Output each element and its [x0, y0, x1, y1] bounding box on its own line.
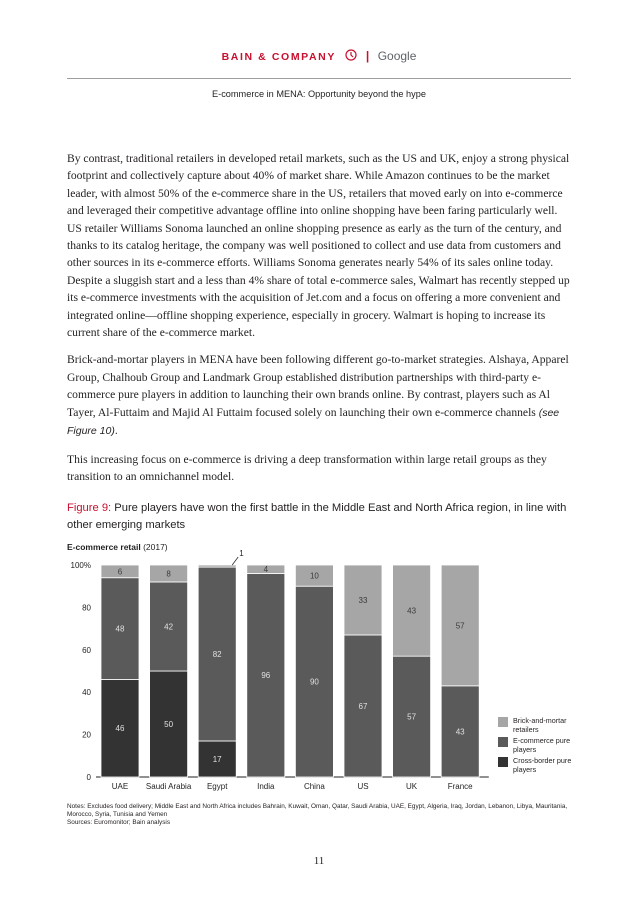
paragraph-3: This increasing focus on e-commerce is driving a deep transformation within large retail groups as they transition to an omnichannel model. [67, 452, 547, 483]
stacked-bar-chart [60, 549, 580, 791]
legend-swatch [498, 717, 508, 727]
page-number: 11 [313, 855, 325, 867]
data-label: 90 [309, 677, 319, 687]
bar-segment [198, 565, 236, 567]
sources-text: Sources: Euromonitor; Bain analysis [67, 819, 171, 827]
data-label: 17 [212, 754, 222, 764]
data-label: 43 [455, 727, 465, 737]
data-label: 57 [455, 621, 465, 631]
data-label: 33 [358, 595, 368, 605]
figure-reference: (see Figure 10) [67, 406, 560, 438]
chart-notes [67, 803, 572, 828]
y-tick-label: 60 [82, 645, 91, 655]
data-label: 6 [117, 567, 123, 577]
header-rule [67, 78, 571, 79]
x-tick-label: France [447, 782, 473, 791]
x-tick-label: Saudi Arabia [145, 782, 192, 791]
data-label: 46 [115, 724, 125, 734]
data-label: 8 [166, 569, 171, 579]
legend-label: Cross-border pure players [513, 756, 572, 774]
legend-label: E-commerce pure players [513, 736, 571, 754]
x-tick-label: India [257, 782, 275, 791]
data-label: 96 [261, 671, 271, 681]
data-label: 82 [212, 650, 222, 660]
data-label: 1 [239, 549, 244, 558]
x-tick-label: UK [406, 782, 418, 791]
data-label: 57 [407, 712, 417, 722]
y-tick-label: 100% [70, 561, 91, 570]
bain-emblem-icon [345, 49, 357, 61]
document-title: E-commerce in MENA: Opportunity beyond the hype [212, 89, 426, 99]
x-tick-label: China [303, 782, 325, 791]
body-text [67, 150, 572, 495]
paragraph-1: By contrast, traditional retailers in developed retail markets, such as the US and UK, enjoy a strong physical footprint and collectively capture about 40% of market share. While Amazon continues to be the market leader, with almost 50% of the e-commerce share in the US, retailers that moved early on into e-commerce and leveraged their competitive advantage offline into online shopping have been faring particularly well. US retailer Williams Sonoma launched an online shopping presence as early as the turn of the century, and thanks to its catalog heritage, the company was well positioned to collect and use data from customers and other sources in its e-commerce efforts. Williams Sonoma generates nearly 54% of its sales online today. Despite a sluggish start and a less than 4% share of total e-commerce sales, Walmart has recently stepped up its e-commerce investments with the acquisition of Jet.com and a focus on offering a more convenient and integrated online—offline shopping experience, especially in grocery. Walmart is hoping to increase its current share of the e-commerce market. [67, 152, 570, 340]
paragraph-2: Brick-and-mortar players in MENA have been following different go-to-market strategies. Alshaya, Apparel Group, Chalhoub Group and Landmark Group established distribution partnerships with third-party e-commerce pure players in addition to launching their own brands online. By contrast, players such as Al Tayer, Al-Futtaim and Majid Al Futtaim focused solely on launching their own e-commerce channels (see Figure 10). [67, 353, 569, 438]
logo-separator: | [365, 49, 370, 63]
x-tick-label: Egypt [206, 782, 228, 791]
figure-title: Figure 9: Pure players have won the first battle in the Middle East and North Africa region, in line with other emerging markets [67, 502, 567, 531]
data-label: 10 [309, 571, 319, 581]
y-tick-label: 0 [86, 773, 91, 782]
data-label: 50 [164, 720, 174, 729]
bain-logo: BAIN & COMPANY [221, 51, 336, 63]
figure-label: Figure 9: [67, 502, 112, 514]
data-label: 67 [358, 701, 368, 711]
notes-text: Notes: Excludes food delivery; Middle East and North Africa includes Bahrain, Kuwait, Oman, Qatar, Saudi Arabia, UAE, Egypt, Algeria, Iraq, Jordan, Lebanon, Libya, Mauritania, Morocco, Syria, Tunisia and Yemen [67, 803, 568, 819]
data-label: 42 [164, 622, 174, 632]
legend-swatch [498, 757, 508, 767]
legend-swatch [498, 737, 508, 747]
data-label: 4 [263, 565, 269, 575]
leader-line [232, 557, 238, 565]
x-tick-label: UAE [111, 782, 129, 791]
y-tick-label: 40 [82, 688, 91, 698]
data-label: 43 [407, 606, 417, 616]
y-tick-label: 20 [82, 730, 91, 740]
legend-label: Brick-and-mortar retailers [513, 716, 567, 734]
y-tick-label: 80 [82, 603, 91, 613]
data-label: 48 [115, 624, 125, 634]
header-logos [0, 47, 638, 65]
x-tick-label: US [357, 782, 369, 791]
google-logo: Google [377, 49, 417, 63]
chart-subtitle: E-commerce retail (2017) [67, 542, 168, 552]
